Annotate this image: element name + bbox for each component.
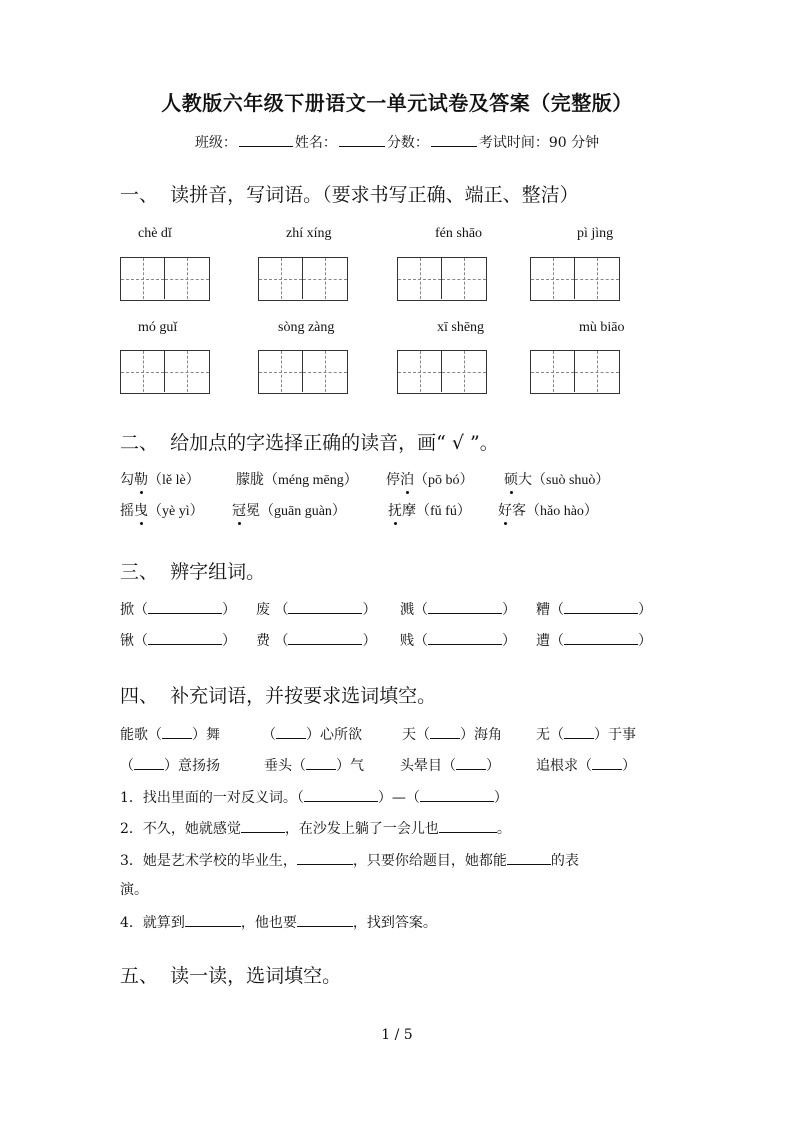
reading-item[interactable]: 朦胧（méng mēng）	[236, 472, 358, 488]
reading-item[interactable]: 摇曳（yè yì）	[120, 500, 204, 520]
reading-item[interactable]: 硕大（suò shuò）	[504, 469, 609, 489]
idiom-item[interactable]: 无（ ）于事	[536, 727, 636, 743]
answer-blank[interactable]	[297, 914, 353, 927]
name-blank[interactable]	[339, 134, 385, 147]
question-1: 1．找出里面的一对反义词。（ ）—（ ）	[120, 790, 508, 806]
word-group-item[interactable]: 掀（ ）	[120, 602, 236, 618]
pinyin-label: zhí xíng	[286, 226, 332, 241]
writing-grid[interactable]	[258, 350, 348, 394]
section-2-title: 给加点的字选择正确的读音，画“ √ ”。	[170, 432, 499, 454]
idiom-item[interactable]: 天（ ）海角	[402, 727, 502, 743]
section-4-title: 补充词语，并按要求选词填空。	[170, 685, 437, 707]
answer-blank[interactable]	[507, 852, 551, 865]
reading-item[interactable]: 抚摩（fǔ fú）	[388, 500, 471, 520]
section-1-number: 一、	[120, 184, 159, 206]
reading-item[interactable]: 好客（hǎo hào）	[498, 500, 598, 520]
word-group-item[interactable]: 糟（ ）	[536, 602, 652, 618]
pinyin-label: mù biāo	[579, 320, 625, 335]
idiom-item[interactable]: （ ）意扬扬	[120, 758, 220, 774]
section-1-heading	[120, 180, 579, 207]
section-5-title: 读一读，选词填空。	[170, 965, 342, 987]
writing-grid[interactable]	[397, 257, 487, 301]
writing-grid[interactable]	[120, 350, 210, 394]
page-number: 1 / 5	[381, 1027, 413, 1043]
writing-grid[interactable]	[530, 257, 620, 301]
answer-blank[interactable]	[420, 789, 494, 802]
word-group-item[interactable]: 遭（ ）	[536, 633, 652, 649]
pinyin-label: xī shēng	[437, 320, 485, 335]
word-group-item[interactable]: 费 （ ）	[256, 633, 377, 649]
answer-blank[interactable]	[297, 852, 353, 865]
score-blank[interactable]	[431, 134, 477, 147]
question-2: 2．不久，她就感觉 ，在沙发上躺了一会儿也 。	[120, 821, 511, 837]
answer-blank[interactable]	[241, 820, 285, 833]
pinyin-label: chè dǐ	[138, 226, 172, 241]
section-5-number: 五、	[120, 965, 159, 987]
word-group-item[interactable]: 溅（ ）	[400, 602, 516, 618]
pinyin-label: sòng zàng	[278, 320, 335, 335]
question-4: 4．就算到 ，他也要 ，找到答案。	[120, 915, 437, 931]
section-4-number: 四、	[120, 685, 159, 707]
answer-blank[interactable]	[185, 914, 241, 927]
section-3-number: 三、	[120, 561, 159, 583]
pinyin-label: mó guǐ	[138, 320, 178, 335]
class-blank[interactable]	[239, 134, 293, 147]
writing-grid[interactable]	[397, 350, 487, 394]
question-3: 3．她是艺术学校的毕业生， ，只要你给题目，她都能 的表	[120, 853, 579, 869]
writing-grid[interactable]	[258, 257, 348, 301]
section-3-title: 辨字组词。	[170, 561, 266, 583]
score-label: 分数：	[386, 135, 429, 151]
class-label: 班级：	[194, 135, 237, 151]
student-info-line	[0, 132, 794, 152]
writing-grid[interactable]	[530, 350, 620, 394]
answer-blank[interactable]	[304, 789, 378, 802]
reading-item[interactable]: 勾勒（lě lè）	[120, 469, 200, 489]
question-3-continued: 演。	[120, 882, 148, 898]
idiom-item[interactable]: （ ）心所欲	[262, 727, 362, 743]
answer-blank[interactable]	[439, 820, 497, 833]
writing-grid[interactable]	[120, 257, 210, 301]
word-group-item[interactable]: 贱（ ）	[400, 633, 516, 649]
reading-item[interactable]: 冠冕（guān guàn）	[232, 500, 346, 520]
name-label: 姓名：	[294, 135, 337, 151]
section-4-heading	[120, 681, 436, 708]
section-3-heading	[120, 557, 265, 584]
idiom-item[interactable]: 能歌（ ）舞	[120, 727, 220, 743]
reading-item[interactable]: 停泊（pō bó）	[386, 469, 474, 489]
pinyin-label: fén shāo	[435, 226, 483, 241]
section-2-number: 二、	[120, 432, 159, 454]
word-group-item[interactable]: 废 （ ）	[256, 602, 377, 618]
idiom-item[interactable]: 垂头（ ）气	[264, 758, 364, 774]
section-1-title: 读拼音，写词语。（要求书写正确、端正、整洁）	[170, 184, 579, 206]
section-2-heading	[120, 428, 499, 455]
word-group-item[interactable]: 锹（ ）	[120, 633, 236, 649]
time-label: 考试时间：90 分钟	[478, 135, 600, 151]
idiom-item[interactable]: 头晕目（ ）	[400, 758, 500, 774]
page-title: 人教版六年级下册语文一单元试卷及答案（完整版）	[161, 91, 633, 115]
section-5-heading	[120, 961, 341, 988]
pinyin-label: pì jìng	[577, 226, 614, 241]
idiom-item[interactable]: 追根求（ ）	[536, 758, 636, 774]
